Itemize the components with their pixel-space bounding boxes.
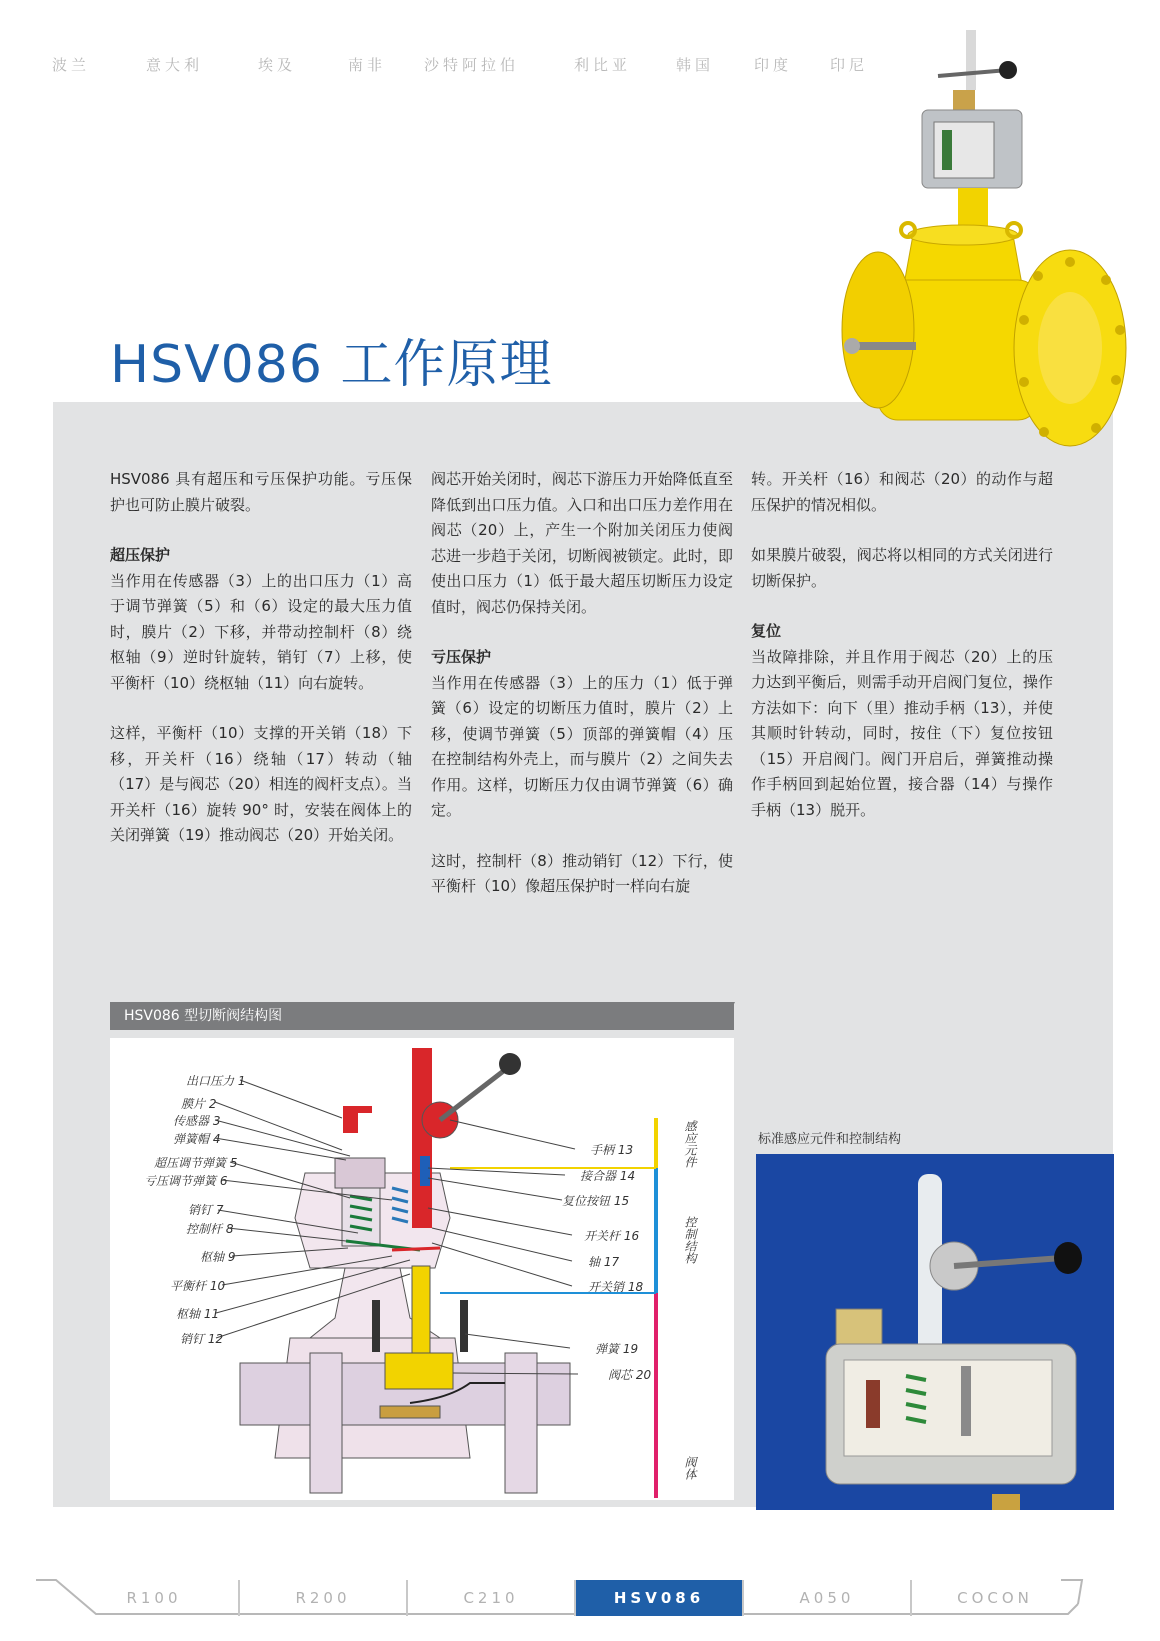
country-item: 埃及 <box>258 56 297 74</box>
diagram-side-label: 阀体 <box>683 1456 697 1480</box>
section-heading-reset: 复位 <box>751 622 782 640</box>
diagram-label: 手柄 13 <box>590 1143 634 1157</box>
diagram-label: 弹簧 19 <box>595 1342 639 1356</box>
diagram-side-label: 感应元件 <box>683 1120 697 1168</box>
tab-r200[interactable]: R200 <box>238 1580 406 1616</box>
continuation-paragraph: 转。开关杆（16）和阀芯（20）的动作与超压保护的情况相似。 <box>751 470 1053 514</box>
section-heading-overpressure: 超压保护 <box>110 546 171 564</box>
diagram-label: 阀芯 20 <box>608 1368 652 1382</box>
diagram-label: 开关杆 16 <box>584 1229 640 1243</box>
text-column-2 <box>431 467 733 925</box>
diagram-side-label: 控制结构 <box>683 1216 697 1264</box>
country-item: 意大利 <box>146 56 204 74</box>
diagram-label: 复位按钮 15 <box>562 1194 630 1208</box>
text-column-1 <box>110 467 412 874</box>
country-item: 印尼 <box>830 56 869 74</box>
reset-paragraph: 当故障排除，并且作用于阀芯（20）上的压力达到平衡后，则需手动开启阀门复位，操作方法如下：向下（里）推动手柄（13），并使其顺时针转动，同时，按住（下）复位按钮（15）开启阀门。阀门开启后，弹簧推动操作手柄回到起始位置，接合器（14）与操作手柄（13）脱开。 <box>751 647 1053 819</box>
diagram-label: 亏压调节弹簧 6 <box>144 1174 228 1188</box>
diagram-label: 销钉 12 <box>180 1332 224 1346</box>
tab-cocon[interactable]: COCON <box>910 1580 1078 1616</box>
overpressure-paragraph-2: 这样，平衡杆（10）支撑的开关销（18）下移，开关杆（16）绕轴（17）转动（轴（17）是与阀芯（20）相连的阀杆支点）。当开关杆（16）旋转 90° 时，安装在阀体上的关闭弹簧（19）推动阀芯（20）开始关闭。 <box>110 724 412 844</box>
page-title: HSV086 工作原理 <box>110 335 553 395</box>
diagram-label: 接合器 14 <box>580 1169 636 1183</box>
country-item: 波兰 <box>52 56 91 74</box>
control-unit-illustration <box>756 1154 1114 1510</box>
tab-r100[interactable]: R100 <box>126 1589 182 1607</box>
diagram-label: 控制杆 8 <box>186 1222 234 1236</box>
underpressure-paragraph-2: 这时，控制杆（8）推动销钉（12）下行，使平衡杆（10）像超压保护时一样向右旋 <box>431 851 733 895</box>
diagram-label: 轴 17 <box>588 1255 620 1269</box>
intro-paragraph: HSV086 具有超压和亏压保护功能。亏压保护也可防止膜片破裂。 <box>110 470 412 514</box>
country-item: 印度 <box>754 56 793 74</box>
diagram-label: 传感器 3 <box>173 1114 221 1128</box>
diagram-label: 弹簧帽 4 <box>173 1132 221 1146</box>
country-item: 韩国 <box>676 56 715 74</box>
country-item: 利比亚 <box>574 56 632 74</box>
text-column-3 <box>751 467 1053 848</box>
diagram-label: 开关销 18 <box>588 1280 644 1294</box>
diagram-labels <box>110 1038 734 1500</box>
country-item: 南非 <box>348 56 387 74</box>
tab-hsv086[interactable]: HSV086 <box>574 1580 742 1616</box>
control-unit-photo <box>756 1154 1114 1510</box>
diagram-label: 销钉 7 <box>188 1203 224 1217</box>
diagram-label: 超压调节弹簧 5 <box>154 1156 238 1170</box>
diagram-label: 平衡杆 10 <box>170 1279 226 1293</box>
burst-paragraph: 如果膜片破裂，阀芯将以相同的方式关闭进行切断保护。 <box>751 546 1053 590</box>
diagram-label: 枢轴 11 <box>176 1307 220 1321</box>
overpressure-paragraph: 当作用在传感器（3）上的出口压力（1）高于调节弹簧（5）和（6）设定的最大压力值时，膜片（2）下移，并带动控制杆（8）绕枢轴（9）逆时针旋转，销钉（7）上移，使平衡杆（10）绕枢轴（11）向右旋转。 <box>110 571 412 692</box>
diagram-label: 枢轴 9 <box>200 1250 236 1264</box>
section-heading-underpressure: 亏压保护 <box>431 648 492 666</box>
continuation-paragraph: 阀芯开始关闭时，阀芯下游压力开始降低直至降低到出口压力值。入口和出口压力差作用在阀芯（20）上，产生一个附加关闭压力使阀芯进一步趋于关闭，切断阀被锁定。此时，即使出口压力（1）低于最大超压切断压力设定值时，阀芯仍保持关闭。 <box>431 470 733 616</box>
diagram-label: 出口压力 1 <box>186 1074 246 1088</box>
underpressure-paragraph: 当作用在传感器（3）上的压力（1）低于弹簧（6）设定的切断压力值时，膜片（2）上移，使调节弹簧（5）顶部的弹簧帽（4）压在控制结构外壳上，而与膜片（2）之间失去作用。这样，切断压力仅由调节弹簧（6）确定。 <box>431 673 733 819</box>
tab-a050[interactable]: A050 <box>742 1580 910 1616</box>
photo-caption: 标准感应元件和控制结构 <box>758 1132 902 1147</box>
diagram-label: 膜片 2 <box>181 1097 217 1111</box>
product-tab-bar <box>36 1578 1136 1616</box>
tab-c210[interactable]: C210 <box>406 1580 574 1616</box>
valve-structure-diagram <box>110 1038 734 1500</box>
country-item: 沙特阿拉伯 <box>424 56 520 74</box>
valve-product-image <box>838 30 1128 470</box>
diagram-header: HSV086 型切断阀结构图 <box>110 1002 734 1030</box>
